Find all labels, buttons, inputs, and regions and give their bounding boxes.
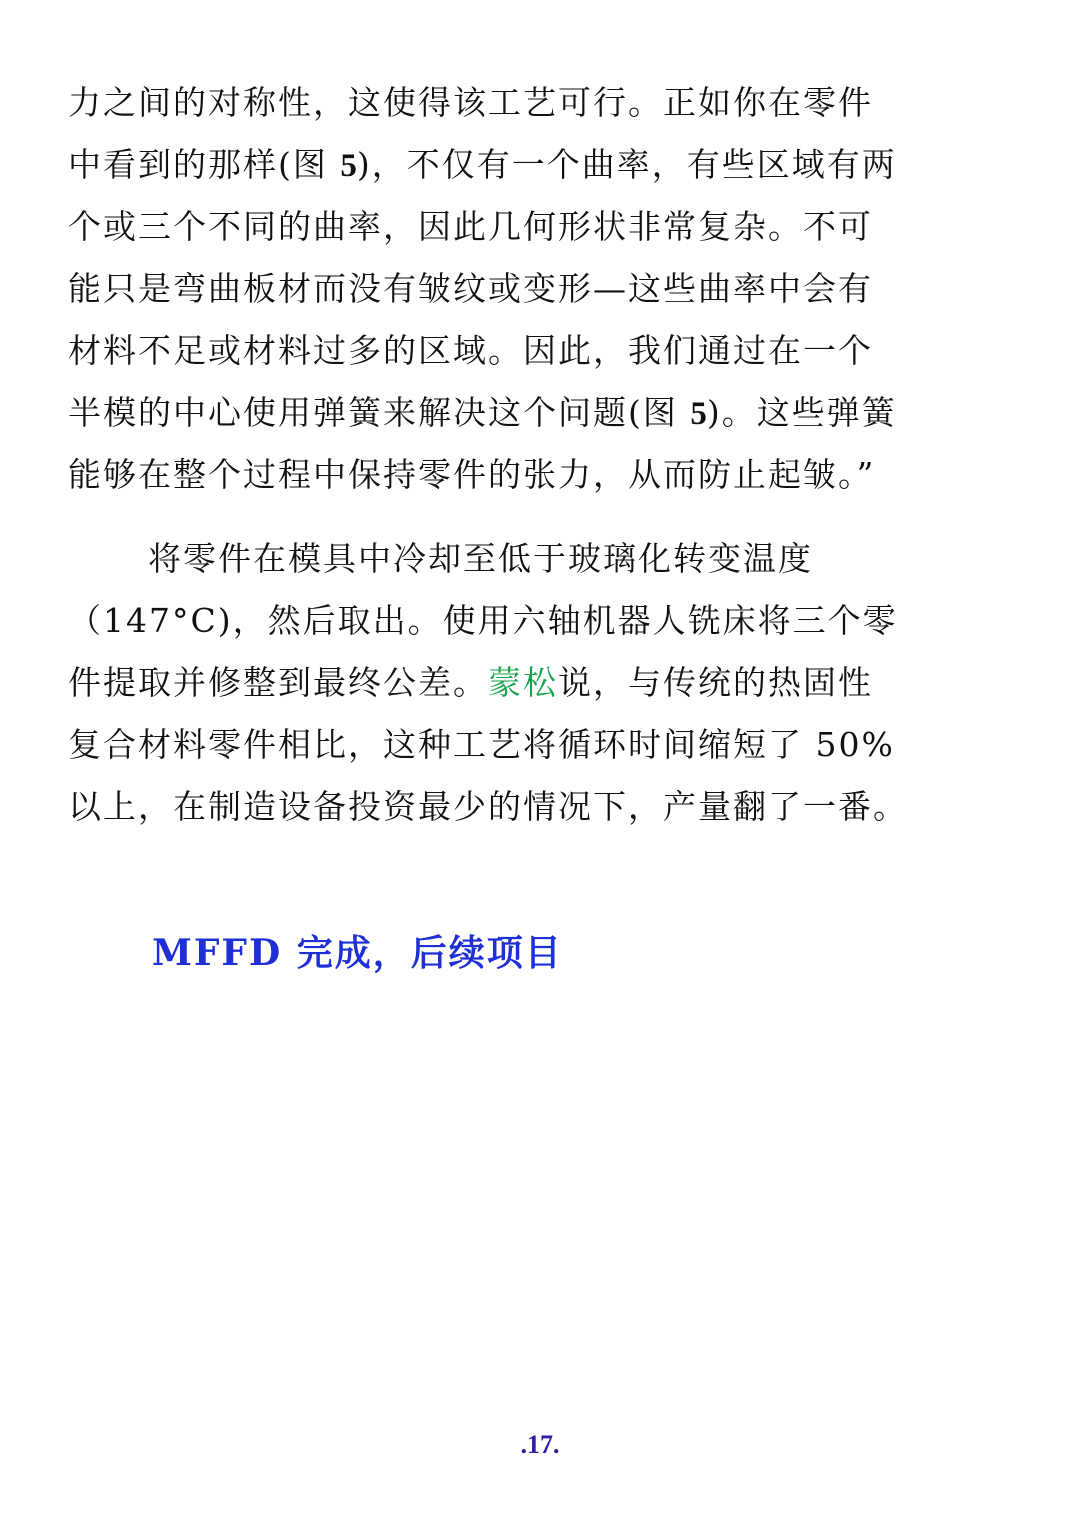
text-run: )。这些弹簧 <box>706 393 897 432</box>
page-number: .17. <box>520 1430 560 1459</box>
text-run: 中看到的那样(图 <box>68 145 341 184</box>
text-line <box>68 382 1012 444</box>
text-line: （147°C)，然后取出。使用六轴机器人铣床将三个零 <box>68 601 898 640</box>
text-run: 件提取并修整到最终公差。 <box>68 663 488 702</box>
text-run: 半模的中心使用弹簧来解决这个问题(图 <box>68 393 691 432</box>
text-line <box>68 652 1012 714</box>
text-line: 个或三个不同的曲率，因此几何形状非常复杂。不可 <box>68 207 873 246</box>
highlighted-name: 蒙松 <box>488 663 558 702</box>
text-line: 材料不足或材料过多的区域。因此，我们通过在一个 <box>68 331 873 370</box>
body-paragraph-1 <box>68 72 1012 506</box>
text-line: 复合材料零件相比，这种工艺将循环时间缩短了 50% <box>68 725 895 764</box>
section-heading: MFFD 完成，后续项目 <box>152 932 563 974</box>
text-line: 以上，在制造设备投资最少的情况下，产量翻了一番。 <box>68 787 908 826</box>
text-line: 能够在整个过程中保持零件的张力，从而防止起皱。” <box>68 455 876 494</box>
text-line: 将零件在模具中冷却至低于玻璃化转变温度 <box>148 539 813 578</box>
figure-reference: 5 <box>340 148 357 184</box>
figure-reference: 5 <box>690 396 707 432</box>
text-line: 能只是弯曲板材而没有皱纹或变形—这些曲率中会有 <box>68 269 873 308</box>
body-paragraph-2 <box>68 528 1012 838</box>
text-line: 力之间的对称性，这使得该工艺可行。正如你在零件 <box>68 83 873 122</box>
text-run: )，不仅有一个曲率，有些区域有两 <box>356 145 897 184</box>
text-run: 说，与传统的热固性 <box>558 663 873 702</box>
text-line <box>68 134 1012 196</box>
